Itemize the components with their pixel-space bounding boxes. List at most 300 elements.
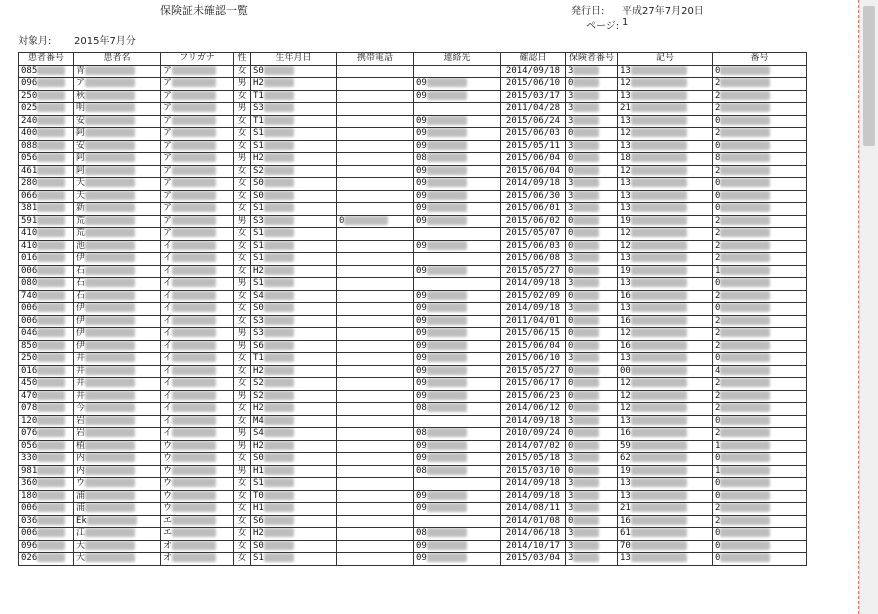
insurer-no-cell — [566, 265, 618, 278]
birthdate-cell — [251, 528, 337, 541]
mobile-cell — [337, 65, 414, 78]
contact-cell — [414, 153, 501, 166]
number-cell — [713, 190, 807, 203]
furigana-cell-text: イ — [163, 378, 173, 389]
redaction-blur — [37, 391, 65, 400]
insurer-no-cell — [566, 78, 618, 91]
furigana-cell-text: イ — [163, 278, 173, 289]
furigana-cell — [161, 278, 234, 291]
col-header-contact: 連絡先 — [414, 53, 501, 66]
patient-no-cell — [19, 340, 74, 353]
redaction-blur — [37, 491, 65, 500]
sex-cell — [234, 403, 251, 416]
redaction-blur — [631, 541, 687, 550]
patient-name-cell-text: 大 — [76, 540, 86, 551]
contact-cell-text: 09 — [416, 240, 427, 251]
contact-cell — [414, 203, 501, 216]
furigana-cell-text: ア — [163, 215, 173, 226]
patient-name-cell — [74, 378, 161, 391]
redaction-blur — [85, 328, 135, 337]
contact-cell-text: 09 — [416, 490, 427, 501]
mobile-cell — [337, 203, 414, 216]
symbol-cell — [618, 415, 713, 428]
birthdate-cell — [251, 265, 337, 278]
number-cell-text: 0 — [715, 415, 721, 426]
redaction-blur — [427, 166, 467, 175]
birthdate-cell-text: S0 — [253, 453, 264, 464]
table-row — [19, 553, 807, 566]
symbol-cell — [618, 140, 713, 153]
patient-no-cell-text: 046 — [21, 328, 38, 339]
contact-cell — [414, 440, 501, 453]
number-cell — [713, 128, 807, 141]
redaction-blur — [720, 416, 770, 425]
redaction-blur — [427, 378, 467, 387]
symbol-cell-text: 16 — [620, 428, 631, 439]
patient-no-cell-text: 006 — [21, 303, 38, 314]
number-cell-text: 2 — [715, 228, 721, 239]
contact-cell — [414, 78, 501, 91]
patient-no-cell — [19, 153, 74, 166]
birthdate-cell — [251, 290, 337, 303]
furigana-cell-text: ウ — [163, 440, 173, 451]
birthdate-cell-text: H2 — [253, 528, 264, 539]
number-cell — [713, 378, 807, 391]
patient-no-cell-text: 036 — [21, 515, 38, 526]
birthdate-cell — [251, 353, 337, 366]
insurer-no-cell — [566, 240, 618, 253]
contact-cell — [414, 253, 501, 266]
redaction-blur — [631, 328, 687, 337]
patient-name-cell-text: 石 — [76, 278, 86, 289]
patient-no-cell — [19, 415, 74, 428]
redaction-blur — [264, 553, 294, 562]
redaction-blur — [427, 128, 467, 137]
confirm-date-cell-text: 2015/05/07 — [505, 228, 561, 239]
col-header-birthdate: 生年月日 — [251, 53, 337, 66]
redaction-blur — [573, 553, 599, 562]
confirm-date-cell-text: 2015/06/04 — [505, 165, 561, 176]
redaction-blur — [172, 441, 216, 450]
table-row — [19, 253, 807, 266]
confirm-date-cell — [501, 65, 566, 78]
sex-cell — [234, 290, 251, 303]
redaction-blur — [37, 128, 65, 137]
insurer-no-cell-text: 0 — [568, 265, 574, 276]
number-cell — [713, 265, 807, 278]
redaction-blur — [264, 103, 294, 112]
sex-cell — [234, 440, 251, 453]
symbol-cell — [618, 328, 713, 341]
redaction-blur — [85, 253, 135, 262]
insurer-no-cell-text: 3 — [568, 528, 574, 539]
number-cell-text: 2 — [715, 403, 721, 414]
col-header-patient-no: 患者番号 — [19, 53, 74, 66]
page-number-value: 1 — [622, 17, 629, 28]
number-cell — [713, 303, 807, 316]
furigana-cell-text: オ — [163, 540, 173, 551]
confirm-date-cell — [501, 78, 566, 91]
symbol-cell — [618, 478, 713, 491]
furigana-cell — [161, 78, 234, 91]
target-month-label: 対象月: — [18, 36, 52, 47]
number-cell-text: 0 — [715, 490, 721, 501]
sex-cell — [234, 528, 251, 541]
confirm-date-cell-text: 2014/09/18 — [505, 478, 561, 489]
patient-no-cell-text: 410 — [21, 240, 38, 251]
table-body — [19, 65, 807, 565]
table-row — [19, 228, 807, 241]
number-cell-text: 0 — [715, 478, 721, 489]
sex-cell — [234, 490, 251, 503]
redaction-blur — [720, 166, 770, 175]
redaction-blur — [37, 278, 65, 287]
furigana-cell-text: エ — [163, 528, 173, 539]
redaction-blur — [631, 553, 687, 562]
birthdate-cell-text: S2 — [253, 378, 264, 389]
sex-cell-text: 女 — [237, 403, 247, 414]
furigana-cell — [161, 303, 234, 316]
confirm-date-cell-text: 2014/09/18 — [505, 65, 561, 76]
redaction-blur — [427, 441, 467, 450]
symbol-cell-text: 13 — [620, 115, 631, 126]
furigana-cell — [161, 153, 234, 166]
patient-name-cell — [74, 453, 161, 466]
number-cell-text: 4 — [715, 365, 721, 376]
redaction-blur — [427, 203, 467, 212]
patient-no-cell-text: 006 — [21, 265, 38, 276]
redaction-blur — [85, 91, 135, 100]
vertical-scrollbar[interactable] — [859, 0, 878, 614]
furigana-cell — [161, 353, 234, 366]
redaction-blur — [172, 528, 216, 537]
confirm-date-cell-text: 2014/08/11 — [505, 503, 561, 514]
birthdate-cell-text: S3 — [253, 315, 264, 326]
patient-name-cell — [74, 115, 161, 128]
insurer-no-cell-text: 3 — [568, 103, 574, 114]
furigana-cell-text: オ — [163, 553, 173, 564]
number-cell-text: 2 — [715, 503, 721, 514]
table-row — [19, 103, 807, 116]
sex-cell-text: 女 — [237, 353, 247, 364]
furigana-cell — [161, 328, 234, 341]
number-cell-text: 2 — [715, 78, 721, 89]
birthdate-cell-text: H2 — [253, 265, 264, 276]
contact-cell — [414, 315, 501, 328]
number-cell-text: 2 — [715, 515, 721, 526]
sex-cell-text: 女 — [237, 115, 247, 126]
redaction-blur — [720, 403, 770, 412]
redaction-blur — [85, 428, 135, 437]
patient-name-cell — [74, 390, 161, 403]
contact-cell — [414, 515, 501, 528]
insurer-no-cell — [566, 178, 618, 191]
contact-cell — [414, 90, 501, 103]
redaction-blur — [264, 353, 294, 362]
patient-name-cell-text: 安 — [76, 140, 86, 151]
sex-cell — [234, 190, 251, 203]
redaction-blur — [85, 553, 135, 562]
number-cell — [713, 315, 807, 328]
patient-name-cell-text: 伊 — [76, 303, 86, 314]
insurer-no-cell-text: 0 — [568, 328, 574, 339]
birthdate-cell — [251, 240, 337, 253]
contact-cell — [414, 353, 501, 366]
redaction-blur — [631, 366, 687, 375]
patient-no-cell — [19, 290, 74, 303]
confirm-date-cell-text: 2015/06/04 — [505, 340, 561, 351]
patient-no-cell-text: 056 — [21, 440, 38, 451]
col-header-sex: 性 — [234, 53, 251, 66]
sex-cell-text: 女 — [237, 315, 247, 326]
birthdate-cell — [251, 340, 337, 353]
mobile-cell — [337, 353, 414, 366]
insurer-no-cell — [566, 540, 618, 553]
redaction-blur — [37, 316, 65, 325]
birthdate-cell — [251, 465, 337, 478]
contact-cell — [414, 240, 501, 253]
patient-no-cell — [19, 165, 74, 178]
confirm-date-cell — [501, 553, 566, 566]
insurer-no-cell — [566, 128, 618, 141]
patient-name-cell-text: 井 — [76, 390, 86, 401]
redaction-blur — [37, 216, 65, 225]
insurer-no-cell — [566, 103, 618, 116]
birthdate-cell-text: M4 — [253, 415, 264, 426]
patient-name-cell — [74, 415, 161, 428]
birthdate-cell-text: S3 — [253, 103, 264, 114]
confirm-date-cell-text: 2015/03/17 — [505, 90, 561, 101]
sex-cell-text: 男 — [237, 390, 247, 401]
insurer-no-cell-text: 3 — [568, 65, 574, 76]
symbol-cell-text: 12 — [620, 390, 631, 401]
confirm-date-cell — [501, 478, 566, 491]
table-row — [19, 153, 807, 166]
table-row — [19, 515, 807, 528]
number-cell — [713, 428, 807, 441]
mobile-cell — [337, 253, 414, 266]
redaction-blur — [172, 228, 216, 237]
birthdate-cell — [251, 103, 337, 116]
patient-no-cell-text: 381 — [21, 203, 38, 214]
sex-cell — [234, 303, 251, 316]
furigana-cell-text: イ — [163, 290, 173, 301]
insurer-no-cell — [566, 278, 618, 291]
mobile-cell — [337, 265, 414, 278]
symbol-cell — [618, 340, 713, 353]
contact-cell — [414, 340, 501, 353]
redaction-blur — [264, 216, 294, 225]
contact-cell — [414, 128, 501, 141]
patient-no-cell-text: 360 — [21, 478, 38, 489]
sex-cell-text: 男 — [237, 328, 247, 339]
patient-name-cell-text: ウ — [76, 478, 86, 489]
contact-cell-text: 09 — [416, 190, 427, 201]
birthdate-cell — [251, 328, 337, 341]
redaction-blur — [37, 416, 65, 425]
birthdate-cell — [251, 178, 337, 191]
contact-cell-text: 09 — [416, 328, 427, 339]
redaction-blur — [427, 528, 467, 537]
redaction-blur — [427, 391, 467, 400]
redaction-blur — [264, 341, 294, 350]
redaction-blur — [631, 353, 687, 362]
scrollbar-thumb[interactable] — [863, 6, 875, 146]
redaction-blur — [631, 403, 687, 412]
redaction-blur — [37, 478, 65, 487]
redaction-blur — [631, 316, 687, 325]
redaction-blur — [427, 216, 467, 225]
contact-cell — [414, 478, 501, 491]
insurer-no-cell-text: 0 — [568, 165, 574, 176]
redaction-blur — [427, 341, 467, 350]
patient-no-cell-text: 025 — [21, 103, 38, 114]
confirm-date-cell-text: 2015/03/04 — [505, 553, 561, 564]
number-cell — [713, 340, 807, 353]
redaction-blur — [264, 391, 294, 400]
redaction-blur — [172, 428, 216, 437]
birthdate-cell — [251, 428, 337, 441]
redaction-blur — [573, 516, 599, 525]
contact-cell-text: 09 — [416, 215, 427, 226]
redaction-blur — [427, 241, 467, 250]
birthdate-cell-text: S2 — [253, 165, 264, 176]
redaction-blur — [427, 153, 467, 162]
contact-cell-text: 09 — [416, 290, 427, 301]
redaction-blur — [37, 353, 65, 362]
insurer-no-cell — [566, 215, 618, 228]
symbol-cell — [618, 428, 713, 441]
number-cell — [713, 440, 807, 453]
redaction-blur — [85, 228, 135, 237]
sex-cell — [234, 215, 251, 228]
sex-cell — [234, 353, 251, 366]
sex-cell — [234, 103, 251, 116]
birthdate-cell-text: S6 — [253, 515, 264, 526]
sex-cell — [234, 153, 251, 166]
redaction-blur — [85, 366, 135, 375]
redaction-blur — [631, 153, 687, 162]
number-cell-text: 1 — [715, 265, 721, 276]
redaction-blur — [573, 353, 599, 362]
furigana-cell-text: イ — [163, 303, 173, 314]
redaction-blur — [720, 253, 770, 262]
birthdate-cell-text: H2 — [253, 365, 264, 376]
furigana-cell — [161, 228, 234, 241]
symbol-cell-text: 12 — [620, 240, 631, 251]
patient-no-cell — [19, 78, 74, 91]
patient-name-cell — [74, 428, 161, 441]
mobile-cell — [337, 215, 414, 228]
confirm-date-cell — [501, 103, 566, 116]
confirm-date-cell-text: 2015/06/15 — [505, 328, 561, 339]
patient-no-cell-text: 006 — [21, 528, 38, 539]
patient-name-cell-text: 井 — [76, 353, 86, 364]
furigana-cell — [161, 128, 234, 141]
patient-no-cell — [19, 90, 74, 103]
birthdate-cell-text: S2 — [253, 390, 264, 401]
patient-name-cell-text: 荒 — [76, 228, 86, 239]
birthdate-cell — [251, 478, 337, 491]
sex-cell-text: 男 — [237, 153, 247, 164]
furigana-cell-text: イ — [163, 390, 173, 401]
confirm-date-cell — [501, 328, 566, 341]
redaction-blur — [427, 291, 467, 300]
confirm-date-cell-text: 2015/06/17 — [505, 378, 561, 389]
number-cell — [713, 103, 807, 116]
redaction-blur — [573, 78, 599, 87]
number-cell — [713, 165, 807, 178]
confirm-date-cell-text: 2014/09/18 — [505, 278, 561, 289]
redaction-blur — [720, 128, 770, 137]
furigana-cell — [161, 340, 234, 353]
birthdate-cell-text: S1 — [253, 478, 264, 489]
furigana-cell-text: イ — [163, 315, 173, 326]
sex-cell — [234, 128, 251, 141]
redaction-blur — [37, 153, 65, 162]
number-cell — [713, 115, 807, 128]
sex-cell-text: 男 — [237, 215, 247, 226]
confirm-date-cell-text: 2015/06/08 — [505, 253, 561, 264]
redaction-blur — [85, 491, 135, 500]
number-cell — [713, 415, 807, 428]
furigana-cell — [161, 528, 234, 541]
patient-name-cell — [74, 553, 161, 566]
sex-cell — [234, 415, 251, 428]
patient-no-cell — [19, 203, 74, 216]
mobile-cell — [337, 303, 414, 316]
patient-no-cell — [19, 328, 74, 341]
number-cell — [713, 153, 807, 166]
number-cell-text: 2 — [715, 240, 721, 251]
birthdate-cell — [251, 140, 337, 153]
birthdate-cell — [251, 203, 337, 216]
redaction-blur — [573, 428, 599, 437]
redaction-blur — [264, 141, 294, 150]
redaction-blur — [720, 378, 770, 387]
redaction-blur — [85, 78, 135, 87]
birthdate-cell-text: S4 — [253, 428, 264, 439]
redaction-blur — [172, 291, 216, 300]
redaction-blur — [264, 116, 294, 125]
confirm-date-cell — [501, 228, 566, 241]
number-cell-text: 0 — [715, 115, 721, 126]
confirm-date-cell — [501, 90, 566, 103]
redaction-blur — [264, 228, 294, 237]
confirm-date-cell-text: 2011/04/28 — [505, 103, 561, 114]
redaction-blur — [573, 441, 599, 450]
number-cell-text: 2 — [715, 103, 721, 114]
insurer-no-cell — [566, 115, 618, 128]
number-cell-text: 0 — [715, 353, 721, 364]
redaction-blur — [37, 241, 65, 250]
sex-cell — [234, 278, 251, 291]
furigana-cell — [161, 90, 234, 103]
redaction-blur — [573, 253, 599, 262]
furigana-cell — [161, 203, 234, 216]
table-row — [19, 428, 807, 441]
symbol-cell — [618, 353, 713, 366]
redaction-blur — [264, 528, 294, 537]
furigana-cell-text: ア — [163, 203, 173, 214]
insurer-no-cell — [566, 303, 618, 316]
redaction-blur — [37, 78, 65, 87]
symbol-cell — [618, 528, 713, 541]
sex-cell — [234, 365, 251, 378]
birthdate-cell — [251, 453, 337, 466]
redaction-blur — [573, 303, 599, 312]
patient-no-cell-text: 280 — [21, 178, 38, 189]
